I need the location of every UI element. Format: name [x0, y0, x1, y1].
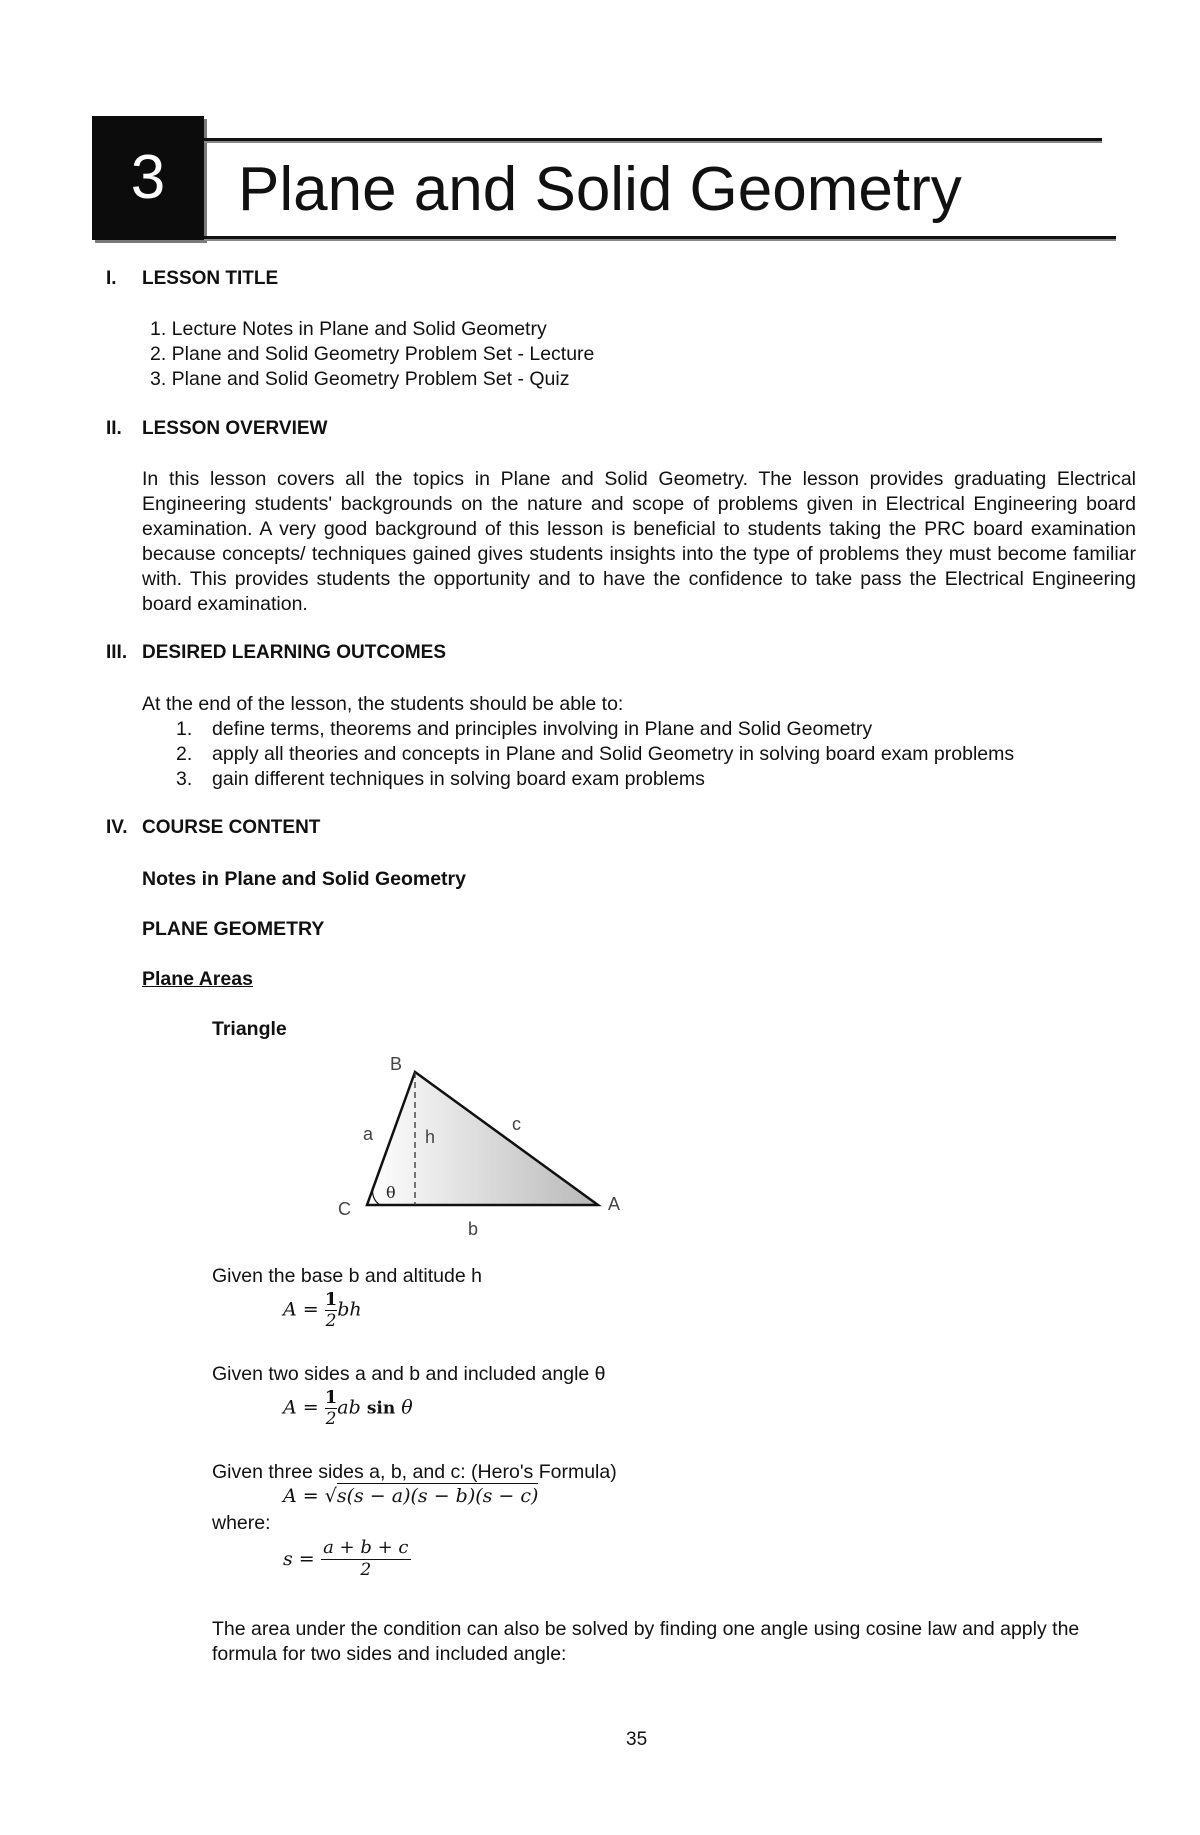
formula-lhs: A =	[283, 1298, 319, 1321]
section-number-4: IV.	[106, 817, 128, 838]
overview-paragraph: In this lesson covers all the topics in Plane and Solid Geometry. The lesson provides graduating Electrical Engineering students' backgrounds on the nature and scope of problems given in Electrical Engineering board examination. A very good background of this lesson is beneficial to students taking the PRC board examination because concepts/ techniques gained gives students insights into the type of problems they must become familiar with. This provides students the opportunity and to have the confidence to take pass the Electrical Engineering board examination.	[142, 468, 1136, 615]
formula-lhs: A =	[283, 1396, 319, 1419]
triangle-heading: Triangle	[212, 1018, 287, 1040]
outcomes-intro: At the end of the lesson, the students should be able to:	[142, 693, 624, 715]
plane-areas-heading: Plane Areas	[142, 968, 253, 990]
page-number: 35	[626, 1729, 648, 1750]
notes-title: Notes in Plane and Solid Geometry	[142, 868, 466, 890]
radicand: s(s − a)(s − b)(s − c)	[336, 1485, 539, 1507]
where-label: where:	[212, 1512, 271, 1534]
chapter-number: 3	[130, 143, 166, 212]
radical-sign: √	[324, 1485, 337, 1507]
plane-geometry-heading: PLANE GEOMETRY	[142, 918, 325, 940]
formula-caption-base-altitude: Given the base b and altitude h	[212, 1265, 482, 1287]
fraction-numerator: 1	[324, 1289, 338, 1310]
outcome-item: apply all theories and concepts in Plane and Solid Geometry in solving board exam problems	[212, 743, 1015, 765]
formula-heron	[283, 1485, 538, 1507]
vertex-label-c: C	[338, 1199, 351, 1219]
section-title-course-content: COURSE CONTENT	[142, 817, 321, 838]
formula-semi-perimeter	[283, 1537, 411, 1580]
lesson-title-item: 3. Plane and Solid Geometry Problem Set - Quiz	[150, 368, 570, 390]
triangle-shape	[367, 1072, 598, 1205]
side-label-b: b	[468, 1219, 479, 1239]
outcome-item: define terms, theorems and principles involving in Plane and Solid Geometry	[212, 718, 873, 740]
fraction-denominator: 2	[325, 1409, 337, 1429]
section-title-lesson-overview: LESSON OVERVIEW	[142, 418, 328, 439]
fraction-numerator: 1	[324, 1387, 338, 1408]
fraction-denominator: 2	[360, 1560, 372, 1580]
side-label-a: a	[363, 1124, 374, 1144]
outcome-number: 2.	[176, 743, 193, 765]
fraction-numerator: a + b + c	[323, 1537, 409, 1558]
outcome-item: gain different techniques in solving board exam problems	[212, 768, 705, 790]
formula-sin: sin	[366, 1398, 396, 1419]
fraction	[325, 1388, 338, 1429]
formula-two-sides	[283, 1388, 413, 1429]
vertex-label-a: A	[608, 1194, 621, 1214]
formula-base-altitude	[283, 1290, 362, 1331]
formula-vars: ab	[337, 1396, 361, 1419]
vertex-label-b: B	[390, 1054, 403, 1074]
section-title-lesson-title: LESSON TITLE	[142, 268, 279, 289]
formula-caption-heron: Given three sides a, b, and c: (Hero's Formula)	[212, 1461, 617, 1483]
header-rule-top	[204, 138, 1102, 143]
outcome-number: 3.	[176, 768, 193, 790]
altitude-label-h: h	[425, 1127, 436, 1147]
lesson-title-item: 2. Plane and Solid Geometry Problem Set - Lecture	[150, 343, 595, 365]
side-label-c: c	[512, 1114, 521, 1134]
formula-angle: θ	[401, 1396, 413, 1419]
lesson-title-item: 1. Lecture Notes in Plane and Solid Geometry	[150, 318, 547, 340]
angle-label-theta: θ	[386, 1183, 396, 1202]
section-number-1: I.	[106, 268, 117, 289]
formula-lhs: s =	[283, 1547, 315, 1570]
chapter-number-box	[92, 116, 204, 240]
section-title-learning-outcomes: DESIRED LEARNING OUTCOMES	[142, 642, 447, 663]
triangle-diagram	[320, 1050, 640, 1250]
closing-paragraph: The area under the condition can also be solved by finding one angle using cosine law and apply the formula for two sides and included angle:	[212, 1618, 1080, 1665]
fraction	[325, 1290, 338, 1331]
outcome-number: 1.	[176, 718, 193, 740]
header-rule-bottom	[204, 236, 1116, 241]
fraction-denominator: 2	[325, 1311, 337, 1331]
chapter-title: Plane and Solid Geometry	[238, 155, 962, 224]
formula-rhs: bh	[337, 1298, 362, 1321]
formula-lhs: A =	[283, 1485, 319, 1507]
fraction	[321, 1537, 411, 1580]
section-number-3: III.	[106, 642, 128, 663]
formula-caption-two-sides: Given two sides a and b and included angle θ	[212, 1363, 606, 1385]
section-number-2: II.	[106, 418, 122, 439]
